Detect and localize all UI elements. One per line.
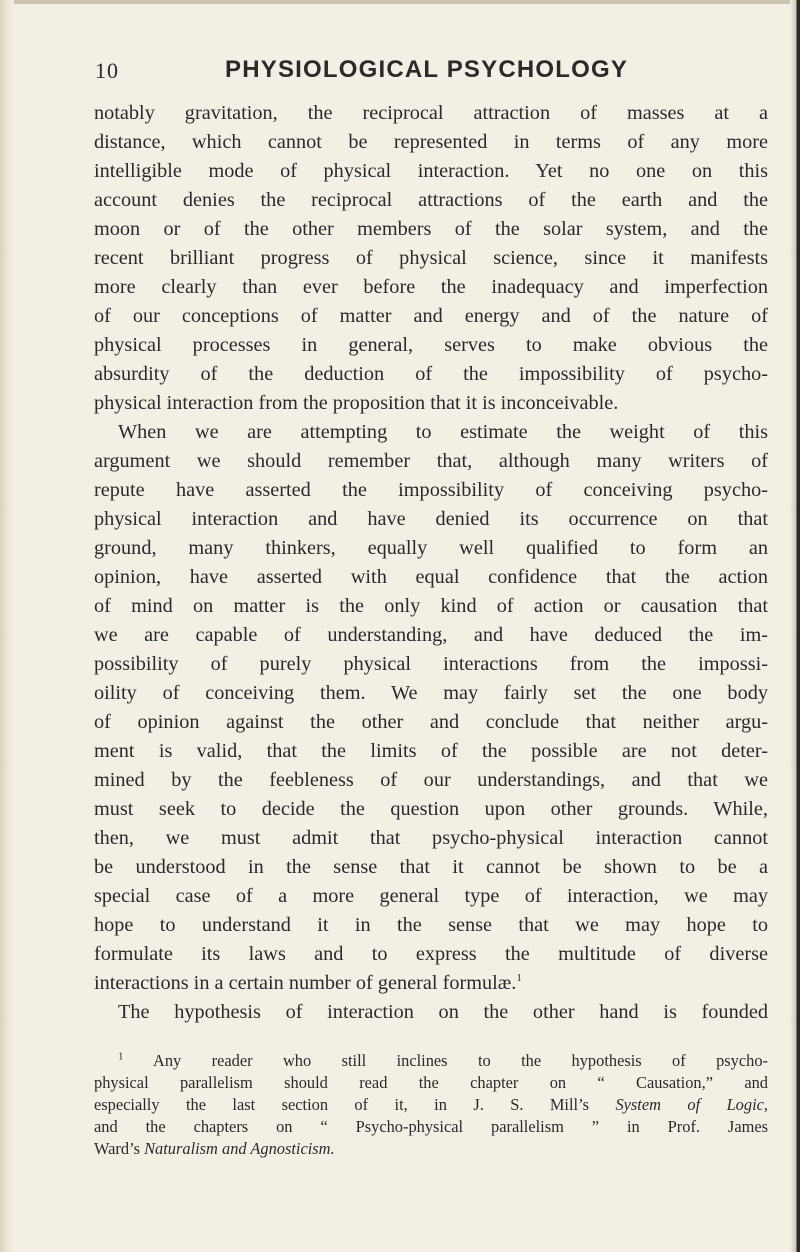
- text-line: distance, which cannot be represented in terms of any more: [94, 131, 768, 153]
- text-line: be understood in the sense that it cannot be shown to be a: [94, 856, 768, 878]
- text-line: ground, many thinkers, equally well qualified to form an: [94, 537, 768, 559]
- text-line: of our conceptions of matter and energy and of the nature of: [94, 305, 768, 327]
- text-line-with-footnote-ref: [94, 969, 768, 998]
- page-gutter-left: [0, 0, 14, 1252]
- footnote-reference: 1: [516, 972, 522, 985]
- text-line: physical interaction from the proposition that it is inconceivable.: [94, 392, 619, 414]
- text-line: oility of conceiving them. We may fairly set the one body: [94, 682, 768, 704]
- footnote-text: especially the last section of it, in J. S. Mill’s: [94, 1095, 616, 1114]
- page-header: [95, 56, 775, 90]
- text-line: recent brilliant progress of physical science, since it manifests: [94, 247, 768, 269]
- footnote-marker: 1: [118, 1050, 124, 1063]
- text-line: ment is valid, that the limits of the possible are not deter-: [94, 740, 768, 762]
- text-line: of mind on matter is the only kind of action or causation that: [94, 595, 768, 617]
- footnote-line: [94, 1094, 768, 1116]
- text-line: of opinion against the other and conclude that neither argu-: [94, 711, 768, 733]
- running-head: PHYSIOLOGICAL PSYCHOLOGY: [225, 56, 629, 83]
- footnote-line: [94, 1050, 768, 1072]
- text-line: argument we should remember that, although many writers of: [94, 450, 768, 472]
- text-line: physical processes in general, serves to make obvious the: [94, 334, 768, 356]
- text-line: absurdity of the deduction of the impossibility of psycho-: [94, 363, 768, 385]
- footnote: [94, 1050, 768, 1160]
- page-number: 10: [95, 58, 119, 83]
- text-line: account denies the reciprocal attractions of the earth and the: [94, 189, 768, 211]
- footnote-text: Any reader who still inclines to the hypothesis of psycho-: [153, 1051, 768, 1070]
- footnote-line: [94, 1138, 768, 1160]
- text-line: notably gravitation, the reciprocal attraction of masses at a: [94, 102, 768, 124]
- text-line-content: interactions in a certain number of general formulæ.: [94, 972, 517, 994]
- text-line: opinion, have asserted with equal confidence that the action: [94, 566, 768, 588]
- footnote-line: physical parallelism should read the chapter on “ Causation,” and: [94, 1073, 768, 1092]
- text-line: repute have asserted the impossibility of conceiving psycho-: [94, 479, 768, 501]
- text-line: formulate its laws and to express the multitude of diverse: [94, 943, 768, 965]
- page-edge-right: [790, 0, 800, 1252]
- text-line: possibility of purely physical interactions from the impossi-: [94, 653, 768, 675]
- page-top-edge: [0, 0, 800, 4]
- text-line: we are capable of understanding, and have deduced the im-: [94, 624, 768, 646]
- text-line: special case of a more general type of interaction, we may: [94, 885, 768, 907]
- text-line: physical interaction and have denied its occurrence on that: [94, 508, 768, 530]
- footnote-line: and the chapters on “ Psycho-physical parallelism ” in Prof. James: [94, 1117, 768, 1136]
- body-text: [94, 99, 768, 1027]
- text-line: more clearly than ever before the inadequacy and imperfection: [94, 276, 768, 298]
- book-title: System of Logic,: [615, 1095, 768, 1114]
- text-line: then, we must admit that psycho-physical interaction cannot: [94, 827, 768, 849]
- text-line: must seek to decide the question upon other grounds. While,: [94, 798, 768, 820]
- text-line: intelligible mode of physical interaction. Yet no one on this: [94, 160, 768, 182]
- paragraph-start: When we are attempting to estimate the weight of this: [118, 421, 768, 443]
- text-line: mined by the feebleness of our understandings, and that we: [94, 769, 768, 791]
- text-line: hope to understand it in the sense that we may hope to: [94, 914, 768, 936]
- paragraph-start: The hypothesis of interaction on the other hand is founded: [118, 1001, 768, 1023]
- footnote-text: Ward’s: [94, 1139, 145, 1158]
- text-line: moon or of the other members of the solar system, and the: [94, 218, 768, 240]
- book-title: Naturalism and Agnosticism.: [144, 1139, 335, 1158]
